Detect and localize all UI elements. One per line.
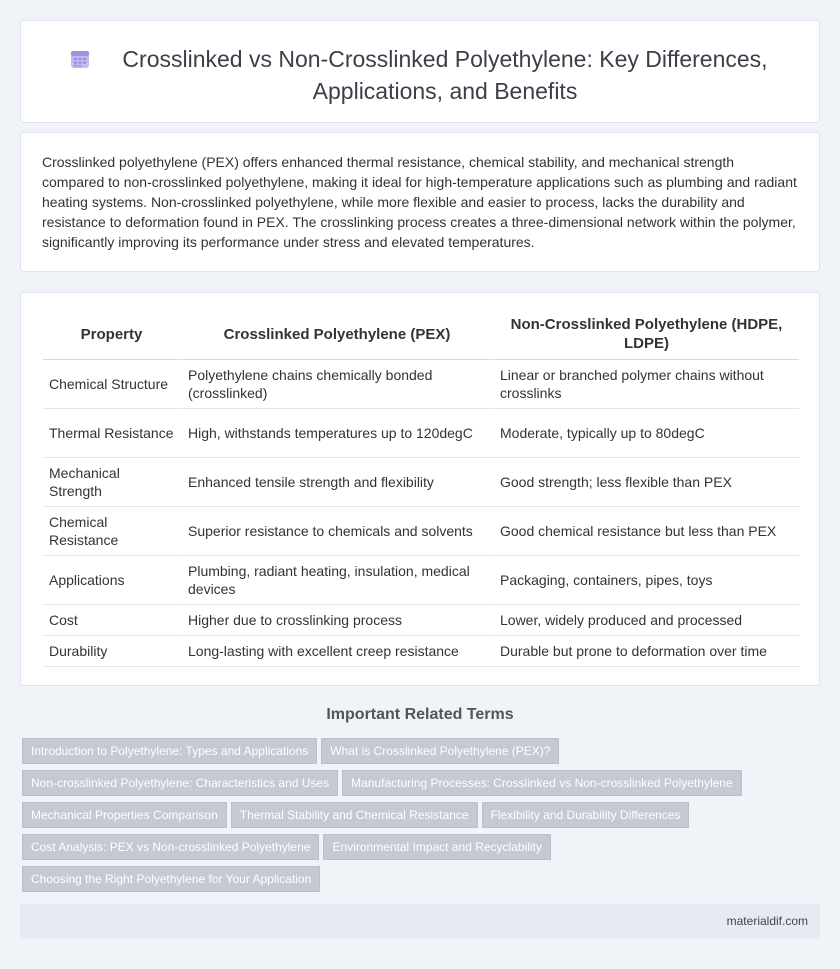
related-term-tag[interactable]: Cost Analysis: PEX vs Non-crosslinked Polyethylene [22, 834, 319, 860]
related-term-tag[interactable]: What is Crosslinked Polyethylene (PEX)? [321, 738, 559, 764]
column-header-non-crosslinked: Non-Crosslinked Polyethylene (HDPE, LDPE) [492, 309, 799, 360]
cell-non-crosslinked: Moderate, typically up to 80degC [492, 409, 799, 458]
table-row [43, 458, 799, 507]
footer-bar [20, 904, 820, 939]
cell-pex: Higher due to crosslinking process [180, 605, 492, 636]
related-term-tag[interactable]: Manufacturing Processes: Crosslinked vs Non-crosslinked Polyethylene [342, 770, 742, 796]
related-terms-list [22, 738, 822, 898]
table-row [43, 360, 799, 409]
table-header-row [43, 309, 799, 360]
intro-paragraph: Crosslinked polyethylene (PEX) offers enhanced thermal resistance, chemical stability, and mechanical strength compared to non-crosslinked polyethylene, making it ideal for high-temperature applications such as plumbing and radiant heating systems. Non-crosslinked polyethylene, while more flexible and easier to process, lacks the durability and resistance to deformation found in PEX. The crosslinking process creates a three-dimensional network within the polymer, significantly improving its performance under stress and elevated temperatures. [42, 154, 797, 250]
cell-non-crosslinked: Lower, widely produced and processed [492, 605, 799, 636]
column-header-property: Property [43, 309, 180, 360]
cell-property: Cost [43, 605, 180, 636]
cell-property: Thermal Resistance [43, 409, 180, 458]
cell-non-crosslinked: Good chemical resistance but less than PEX [492, 507, 799, 556]
cell-pex: Plumbing, radiant heating, insulation, medical devices [180, 556, 492, 605]
comparison-table [43, 309, 799, 667]
cell-pex: Polyethylene chains chemically bonded (crosslinked) [180, 360, 492, 409]
related-term-tag[interactable]: Environmental Impact and Recyclability [323, 834, 550, 860]
cell-property: Durability [43, 636, 180, 667]
cell-non-crosslinked: Durable but prone to deformation over time [492, 636, 799, 667]
cell-pex: Enhanced tensile strength and flexibility [180, 458, 492, 507]
cell-non-crosslinked: Linear or branched polymer chains without crosslinks [492, 360, 799, 409]
footer-site-link[interactable]: materialdif.com [726, 914, 808, 928]
cell-non-crosslinked: Good strength; less flexible than PEX [492, 458, 799, 507]
cell-pex: Superior resistance to chemicals and solvents [180, 507, 492, 556]
table-row [43, 409, 799, 458]
cell-property: Mechanical Strength [43, 458, 180, 507]
cell-property: Chemical Resistance [43, 507, 180, 556]
cell-pex: Long-lasting with excellent creep resistance [180, 636, 492, 667]
related-term-tag[interactable]: Mechanical Properties Comparison [22, 802, 227, 828]
table-row [43, 605, 799, 636]
table-row [43, 636, 799, 667]
table-row [43, 556, 799, 605]
comparison-table-card [20, 292, 820, 686]
related-term-tag[interactable]: Introduction to Polyethylene: Types and Applications [22, 738, 317, 764]
related-terms-heading: Important Related Terms [326, 706, 514, 723]
intro-card [20, 132, 820, 272]
cell-pex: High, withstands temperatures up to 120degC [180, 409, 492, 458]
page-title: Crosslinked vs Non-Crosslinked Polyethylene: Key Differences, Applications, and Benefits [122, 46, 768, 104]
table-row [43, 507, 799, 556]
cell-property: Chemical Structure [43, 360, 180, 409]
cell-non-crosslinked: Packaging, containers, pipes, toys [492, 556, 799, 605]
header-card [20, 20, 820, 123]
related-term-tag[interactable]: Thermal Stability and Chemical Resistance [231, 802, 478, 828]
related-term-tag[interactable]: Flexibility and Durability Differences [482, 802, 690, 828]
column-header-pex: Crosslinked Polyethylene (PEX) [180, 309, 492, 360]
cell-property: Applications [43, 556, 180, 605]
related-term-tag[interactable]: Choosing the Right Polyethylene for Your Application [22, 866, 320, 892]
related-term-tag[interactable]: Non-crosslinked Polyethylene: Characteristics and Uses [22, 770, 338, 796]
